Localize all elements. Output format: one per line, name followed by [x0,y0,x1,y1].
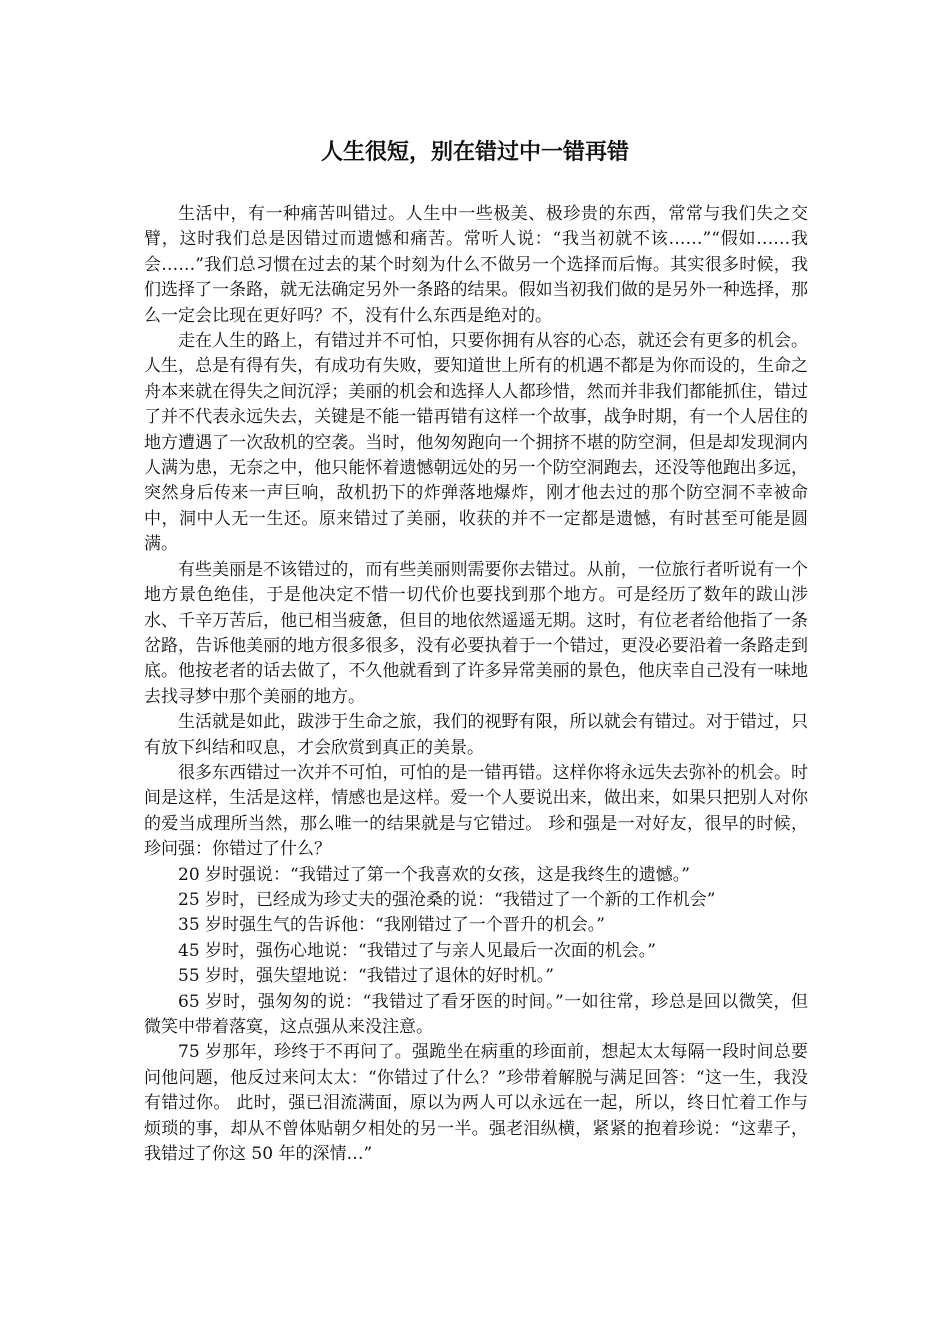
paragraph: 35 岁时强生气的告诉他：“我刚错过了一个晋升的机会。” [178,915,605,936]
paragraph: 20 岁时强说：“我错过了第一个我喜欢的女孩，这是我终生的遗憾。” [178,864,690,885]
paragraph: 很多东西错过一次并不可怕，可怕的是一错再错。这样你将永远失去弥补的机会。时间是这样，生活是这样，情感也是这样。爱一个人要说出来，做出来，如果只把别人对你的爱当成理所当然，那么唯一的结果就是与它错过。 珍和强是一对好友，很早的时候，珍问强：你错过了什么？ [144,762,808,860]
paragraph: 走在人生的路上，有错过并不可怕，只要你拥有从容的心态，就还会有更多的机会。人生，总是有得有失，有成功有失败，要知道世上所有的机遇不都是为你而设的，生命之舟本来就在得失之间沉浮；美丽的机会和选择人人都珍惜，然而并非我们都能抓住，错过了并不代表永远失去，关键是不能一错再错有这样一个故事，战争时期，有一个人居住的地方遭遇了一次敌机的空袭。当时，他匆匆跑向一个拥挤不堪的防空洞，但是却发现洞内人满为患，无奈之中，他只能怀着遗憾朝远处的另一个防空洞跑去，还没等他跑出多远，突然身后传来一声巨响，敌机扔下的炸弹落地爆炸，刚才他去过的那个防空洞不幸被命中，洞中人无一生还。原来错过了美丽，收获的并不一定都是遗憾，有时甚至可能是圆满。 [144,331,808,555]
paragraph: 25 岁时，已经成为珍丈夫的强沧桑的说：“我错过了一个新的工作机会” [178,889,716,910]
paragraph: 55 岁时，强失望地说：“我错过了退休的好时机。” [178,966,554,987]
paragraph: 45 岁时，强伤心地说：“我错过了与亲人见最后一次面的机会。” [178,940,656,961]
paragraph: 生活就是如此，跋涉于生命之旅，我们的视野有限，所以就会有错过。对于错过，只有放下纠结和叹息，才会欣赏到真正的美景。 [144,712,808,758]
document-body [144,202,808,1167]
paragraph: 75 岁那年，珍终于不再问了。强跪坐在病重的珍面前，想起太太每隔一段时间总要问他问题，他反过来问太太：“你错过了什么？”珍带着解脱与满足回答：“这一生，我没有错过你。 此时，强已泪流满面，原以为两人可以永远在一起，所以，终日忙着工作与烦琐的事，却从不曾体贴朝夕相处的另一半。强老泪纵横，紧紧的抱着珍说：“这辈子，我错过了你这 50 年的深情…” [144,1042,808,1165]
paragraph: 65 岁时，强匆匆的说：“我错过了看牙医的时间。”一如往常，珍总是回以微笑，但微笑中带着落寞，这点强从来没注意。 [144,991,808,1037]
document-title: 人生很短，别在错过中一错再错 [320,140,629,165]
paragraph: 生活中，有一种痛苦叫错过。人生中一些极美、极珍贵的东西，常常与我们失之交臂，这时我们总是因错过而遗憾和痛苦。常听人说：“我当初就不该……”“假如……我会……”我们总习惯在过去的某个时刻为什么不做另一个选择而后悔。其实很多时候，我们选择了一条路，就无法确定另外一条路的结果。假如当初我们做的是另外一种选择，那么一定会比现在更好吗？不，没有什么东西是绝对的。 [144,204,808,326]
paragraph: 有些美丽是不该错过的，而有些美丽则需要你去错过。从前，一位旅行者听说有一个地方景色绝佳，于是他决定不惜一切代价也要找到那个地方。可是经历了数年的跋山涉水、千辛万苦后，他已相当疲惫，但目的地依然遥遥无期。这时，有位老者给他指了一条岔路，告诉他美丽的地方很多很多，没有必要执着于一个错过，更没必要沿着一条路走到底。他按老者的话去做了，不久他就看到了许多异常美丽的景色，他庆幸自己没有一味地去找寻梦中那个美丽的地方。 [144,559,808,707]
